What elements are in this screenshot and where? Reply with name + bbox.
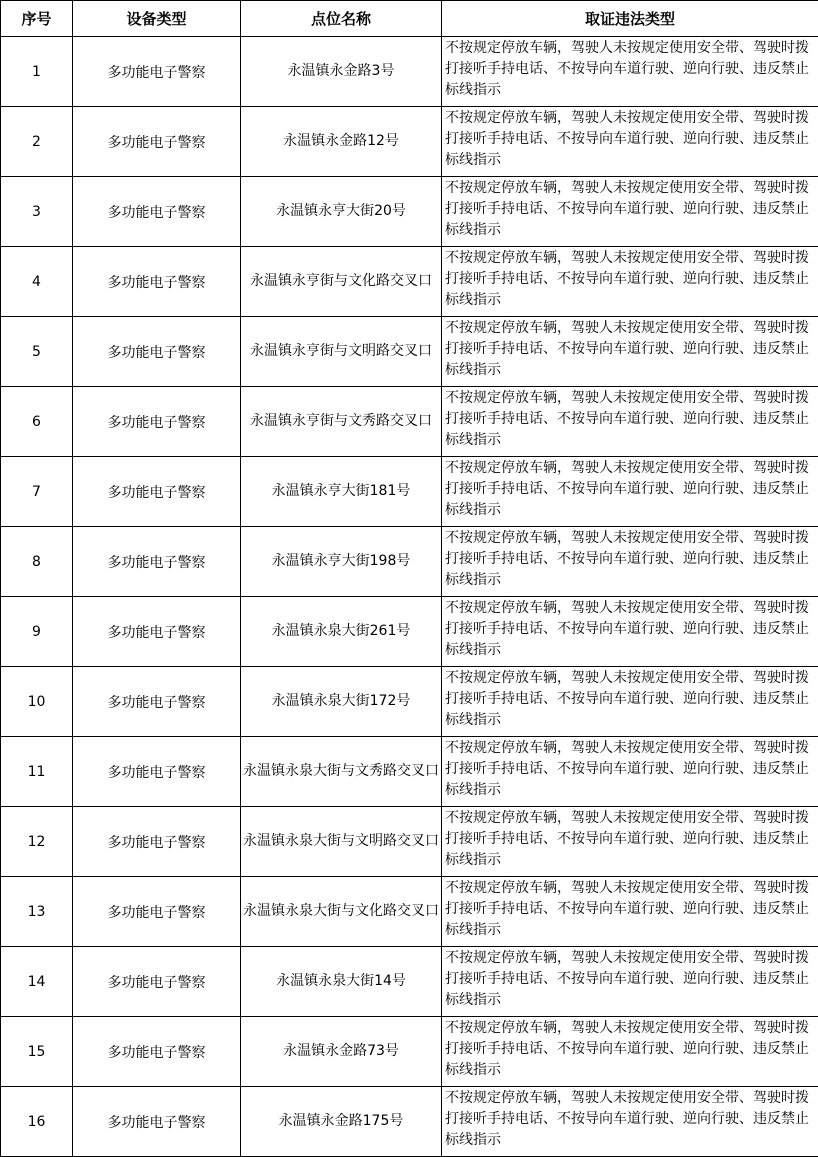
row-violation-type: 不按规定停放车辆，驾驶人未按规定使用安全带、驾驶时拨打接听手持电话、不按导向车道行驶、逆向行驶、违反禁止标线指示: [442, 1087, 818, 1157]
row-location: 永温镇永亨大街181号: [241, 457, 442, 527]
row-violation-type: 不按规定停放车辆，驾驶人未按规定使用安全带、驾驶时拨打接听手持电话、不按导向车道行驶、逆向行驶、违反禁止标线指示: [442, 597, 818, 667]
header-number: 序号: [1, 1, 73, 37]
row-violation-type: 不按规定停放车辆，驾驶人未按规定使用安全带、驾驶时拨打接听手持电话、不按导向车道行驶、逆向行驶、违反禁止标线指示: [442, 527, 818, 597]
row-number: 11: [1, 737, 73, 807]
table-row: [1, 107, 818, 177]
row-device-type: 多功能电子警察: [73, 807, 241, 877]
table-row: [1, 247, 818, 317]
row-location: 永温镇永亨街与文明路交叉口: [241, 317, 442, 387]
table-row: [1, 317, 818, 387]
table-row: [1, 667, 818, 737]
table-row: [1, 877, 818, 947]
row-location: 永温镇永泉大街14号: [241, 947, 442, 1017]
row-violation-type: 不按规定停放车辆，驾驶人未按规定使用安全带、驾驶时拨打接听手持电话、不按导向车道行驶、逆向行驶、违反禁止标线指示: [442, 247, 818, 317]
table-row: [1, 177, 818, 247]
row-device-type: 多功能电子警察: [73, 667, 241, 737]
row-device-type: 多功能电子警察: [73, 317, 241, 387]
row-location: 永温镇永金路175号: [241, 1087, 442, 1157]
row-device-type: 多功能电子警察: [73, 737, 241, 807]
table-header-row: [1, 1, 818, 37]
row-number: 3: [1, 177, 73, 247]
row-violation-type: 不按规定停放车辆，驾驶人未按规定使用安全带、驾驶时拨打接听手持电话、不按导向车道行驶、逆向行驶、违反禁止标线指示: [442, 177, 818, 247]
row-violation-type: 不按规定停放车辆，驾驶人未按规定使用安全带、驾驶时拨打接听手持电话、不按导向车道行驶、逆向行驶、违反禁止标线指示: [442, 737, 818, 807]
row-location: 永温镇永金路3号: [241, 37, 442, 107]
table-body: [1, 37, 818, 1157]
row-number: 8: [1, 527, 73, 597]
row-location: 永温镇永泉大街与文化路交叉口: [241, 877, 442, 947]
table-row: [1, 807, 818, 877]
row-device-type: 多功能电子警察: [73, 37, 241, 107]
row-number: 13: [1, 877, 73, 947]
row-number: 4: [1, 247, 73, 317]
table-row: [1, 947, 818, 1017]
row-location: 永温镇永亨街与文化路交叉口: [241, 247, 442, 317]
table-row: [1, 457, 818, 527]
row-device-type: 多功能电子警察: [73, 177, 241, 247]
row-violation-type: 不按规定停放车辆，驾驶人未按规定使用安全带、驾驶时拨打接听手持电话、不按导向车道行驶、逆向行驶、违反禁止标线指示: [442, 947, 818, 1017]
row-number: 5: [1, 317, 73, 387]
table-row: [1, 1087, 818, 1157]
row-location: 永温镇永亨大街198号: [241, 527, 442, 597]
row-device-type: 多功能电子警察: [73, 597, 241, 667]
row-location: 永温镇永亨大街20号: [241, 177, 442, 247]
row-violation-type: 不按规定停放车辆，驾驶人未按规定使用安全带、驾驶时拨打接听手持电话、不按导向车道行驶、逆向行驶、违反禁止标线指示: [442, 667, 818, 737]
row-number: 1: [1, 37, 73, 107]
row-number: 10: [1, 667, 73, 737]
row-number: 9: [1, 597, 73, 667]
row-device-type: 多功能电子警察: [73, 877, 241, 947]
row-location: 永温镇永金路12号: [241, 107, 442, 177]
table-row: [1, 1017, 818, 1087]
row-location: 永温镇永泉大街与文秀路交叉口: [241, 737, 442, 807]
row-violation-type: 不按规定停放车辆，驾驶人未按规定使用安全带、驾驶时拨打接听手持电话、不按导向车道行驶、逆向行驶、违反禁止标线指示: [442, 317, 818, 387]
row-device-type: 多功能电子警察: [73, 387, 241, 457]
row-number: 15: [1, 1017, 73, 1087]
row-number: 7: [1, 457, 73, 527]
row-location: 永温镇永泉大街261号: [241, 597, 442, 667]
row-device-type: 多功能电子警察: [73, 247, 241, 317]
row-location: 永温镇永亨街与文秀路交叉口: [241, 387, 442, 457]
row-location: 永温镇永金路73号: [241, 1017, 442, 1087]
row-location: 永温镇永泉大街172号: [241, 667, 442, 737]
row-device-type: 多功能电子警察: [73, 527, 241, 597]
header-location: 点位名称: [241, 1, 442, 37]
row-device-type: 多功能电子警察: [73, 1017, 241, 1087]
row-violation-type: 不按规定停放车辆，驾驶人未按规定使用安全带、驾驶时拨打接听手持电话、不按导向车道行驶、逆向行驶、违反禁止标线指示: [442, 807, 818, 877]
row-device-type: 多功能电子警察: [73, 947, 241, 1017]
row-location: 永温镇永泉大街与文明路交叉口: [241, 807, 442, 877]
row-device-type: 多功能电子警察: [73, 457, 241, 527]
table-row: [1, 37, 818, 107]
row-violation-type: 不按规定停放车辆，驾驶人未按规定使用安全带、驾驶时拨打接听手持电话、不按导向车道行驶、逆向行驶、违反禁止标线指示: [442, 1017, 818, 1087]
row-number: 16: [1, 1087, 73, 1157]
row-number: 12: [1, 807, 73, 877]
header-violation-type: 取证违法类型: [442, 1, 818, 37]
row-number: 6: [1, 387, 73, 457]
row-violation-type: 不按规定停放车辆，驾驶人未按规定使用安全带、驾驶时拨打接听手持电话、不按导向车道行驶、逆向行驶、违反禁止标线指示: [442, 877, 818, 947]
row-violation-type: 不按规定停放车辆，驾驶人未按规定使用安全带、驾驶时拨打接听手持电话、不按导向车道行驶、逆向行驶、违反禁止标线指示: [442, 107, 818, 177]
table-row: [1, 597, 818, 667]
row-device-type: 多功能电子警察: [73, 1087, 241, 1157]
header-device-type: 设备类型: [73, 1, 241, 37]
row-violation-type: 不按规定停放车辆，驾驶人未按规定使用安全带、驾驶时拨打接听手持电话、不按导向车道行驶、逆向行驶、违反禁止标线指示: [442, 37, 818, 107]
table-row: [1, 387, 818, 457]
row-violation-type: 不按规定停放车辆，驾驶人未按规定使用安全带、驾驶时拨打接听手持电话、不按导向车道行驶、逆向行驶、违反禁止标线指示: [442, 457, 818, 527]
table-row: [1, 527, 818, 597]
row-device-type: 多功能电子警察: [73, 107, 241, 177]
row-number: 2: [1, 107, 73, 177]
table-row: [1, 737, 818, 807]
row-violation-type: 不按规定停放车辆，驾驶人未按规定使用安全带、驾驶时拨打接听手持电话、不按导向车道行驶、逆向行驶、违反禁止标线指示: [442, 387, 818, 457]
row-number: 14: [1, 947, 73, 1017]
